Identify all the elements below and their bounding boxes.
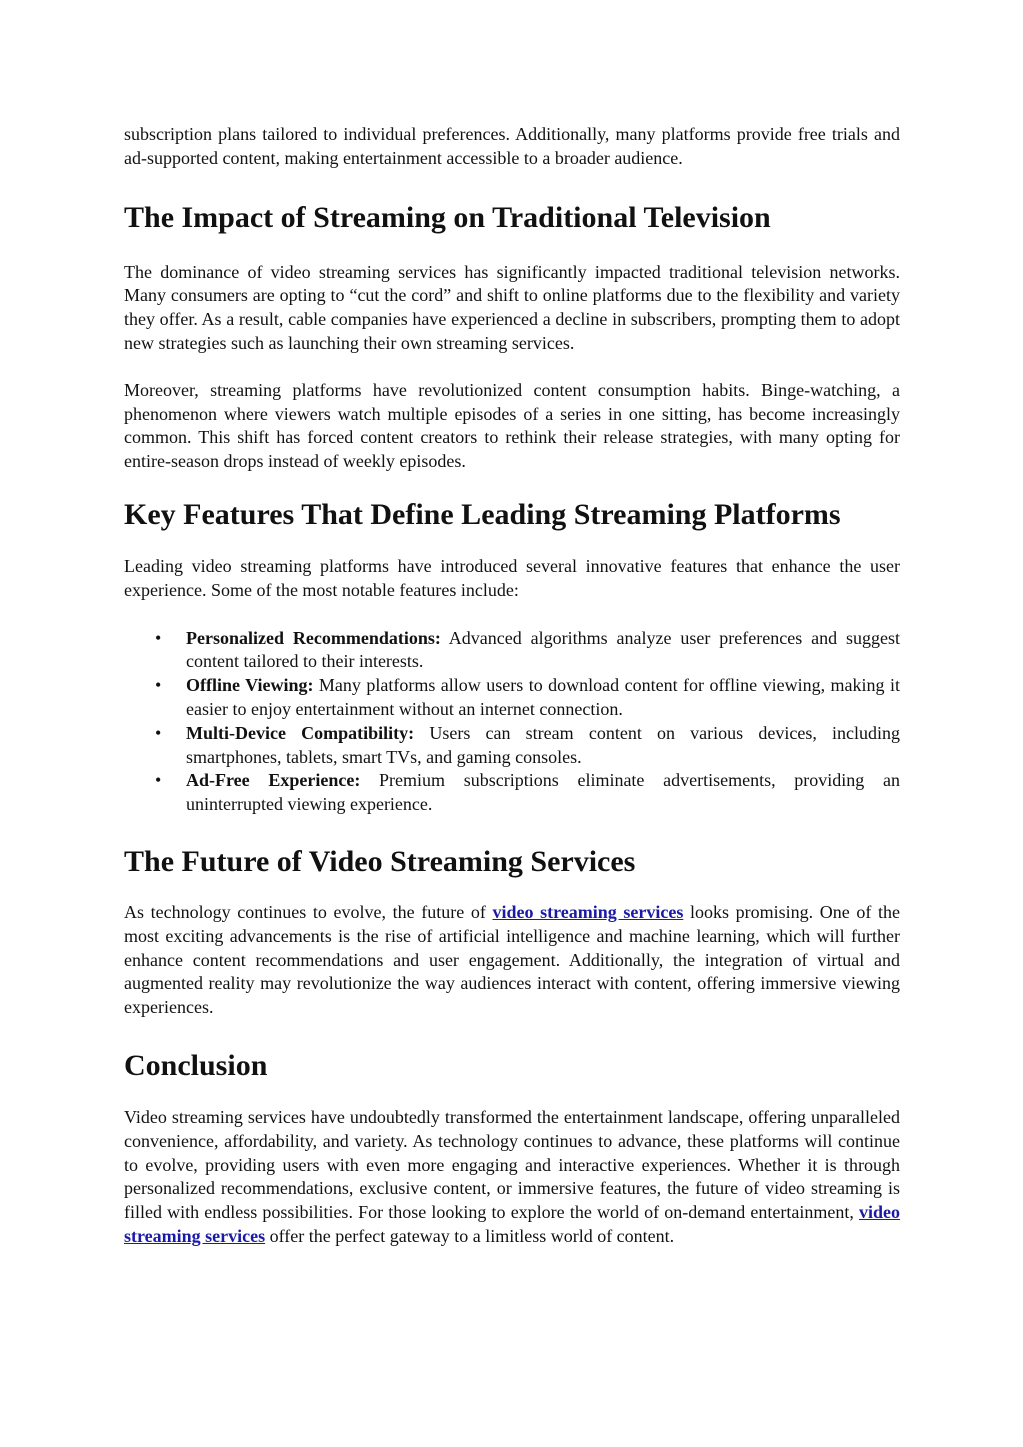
features-list (124, 627, 900, 817)
impact-paragraph-1: The dominance of video streaming services has significantly impacted traditional television networks. Many consumers are opting to “cut the cord” and shift to online platforms due to the flexibility and variety they offer. As a result, cable companies have experienced a decline in subscribers, prompting them to adopt new strategies such as launching their own streaming services. (124, 261, 900, 353)
conclusion-text-after: offer the perfect gateway to a limitless world of content. (265, 1225, 675, 1246)
future-paragraph (124, 901, 900, 1020)
impact-heading: The Impact of Streaming on Traditional Television (124, 200, 771, 234)
video-streaming-services-link[interactable]: video streaming services (492, 901, 684, 922)
feature-term: Ad-Free Experience: (186, 770, 361, 791)
conclusion-text-before: Video streaming services have undoubtedly transformed the entertainment landscape, offering unparalleled convenience, affordability, and variety. As technology continues to advance, these platforms will continue to evolve, providing users with even more engaging and interactive experiences. Whether it is through personalized recommendations, exclusive content, or immersive features, the future of video streaming is filled with endless possibilities. For those looking to explore the world of on-demand entertainment, (124, 1106, 900, 1223)
list-item (186, 627, 900, 675)
feature-text: Many platforms allow users to download content for offline viewing, making it easier to enjoy entertainment without an internet connection. (186, 675, 900, 719)
feature-text: Users can stream content on various devices, including smartphones, tablets, smart TVs, and gaming consoles. (186, 722, 901, 767)
impact-paragraph-2: Moreover, streaming platforms have revolutionized content consumption habits. Binge-watching, a phenomenon where viewers watch multiple episodes of a series in one sitting, has become increasingly common. This shift has forced content creators to rethink their release strategies, with many opting for entire-season drops instead of weekly episodes. (124, 379, 900, 472)
list-item (186, 769, 900, 817)
conclusion-heading: Conclusion (124, 1048, 268, 1082)
document-page (124, 123, 900, 1249)
list-item (186, 674, 900, 722)
feature-term: Offline Viewing: (186, 675, 314, 696)
features-heading: Key Features That Define Leading Streaming Platforms (124, 497, 841, 531)
feature-term: Multi-Device Compatibility: (186, 722, 415, 743)
future-text-after: looks promising. One of the most exciting advancements is the rise of artificial intelligence and machine learning, which will further enhance content recommendations and user engagement. Additionally, the integration of virtual and augmented reality may revolutionize the way audiences interact with content, offering immersive viewing experiences. (124, 901, 900, 1018)
conclusion-paragraph (124, 1106, 900, 1249)
list-item (186, 722, 900, 770)
lead-paragraph: subscription plans tailored to individual preferences. Additionally, many platforms provide free trials and ad-supported content, making entertainment accessible to a broader audience. (124, 124, 900, 168)
future-text-before: As technology continues to evolve, the future of (124, 901, 493, 922)
feature-text: Premium subscriptions eliminate advertisements, providing an uninterrupted viewing experience. (186, 770, 900, 815)
video-streaming-services-link-2[interactable]: video streaming services (124, 1202, 900, 1246)
feature-text: Advanced algorithms analyze user preferences and suggest content tailored to their interests. (186, 627, 900, 672)
features-intro: Leading video streaming platforms have introduced several innovative features that enhance the user experience. Some of the most notable features include: (124, 555, 900, 600)
future-heading: The Future of Video Streaming Services (124, 844, 636, 878)
feature-term: Personalized Recommendations: (186, 627, 441, 648)
